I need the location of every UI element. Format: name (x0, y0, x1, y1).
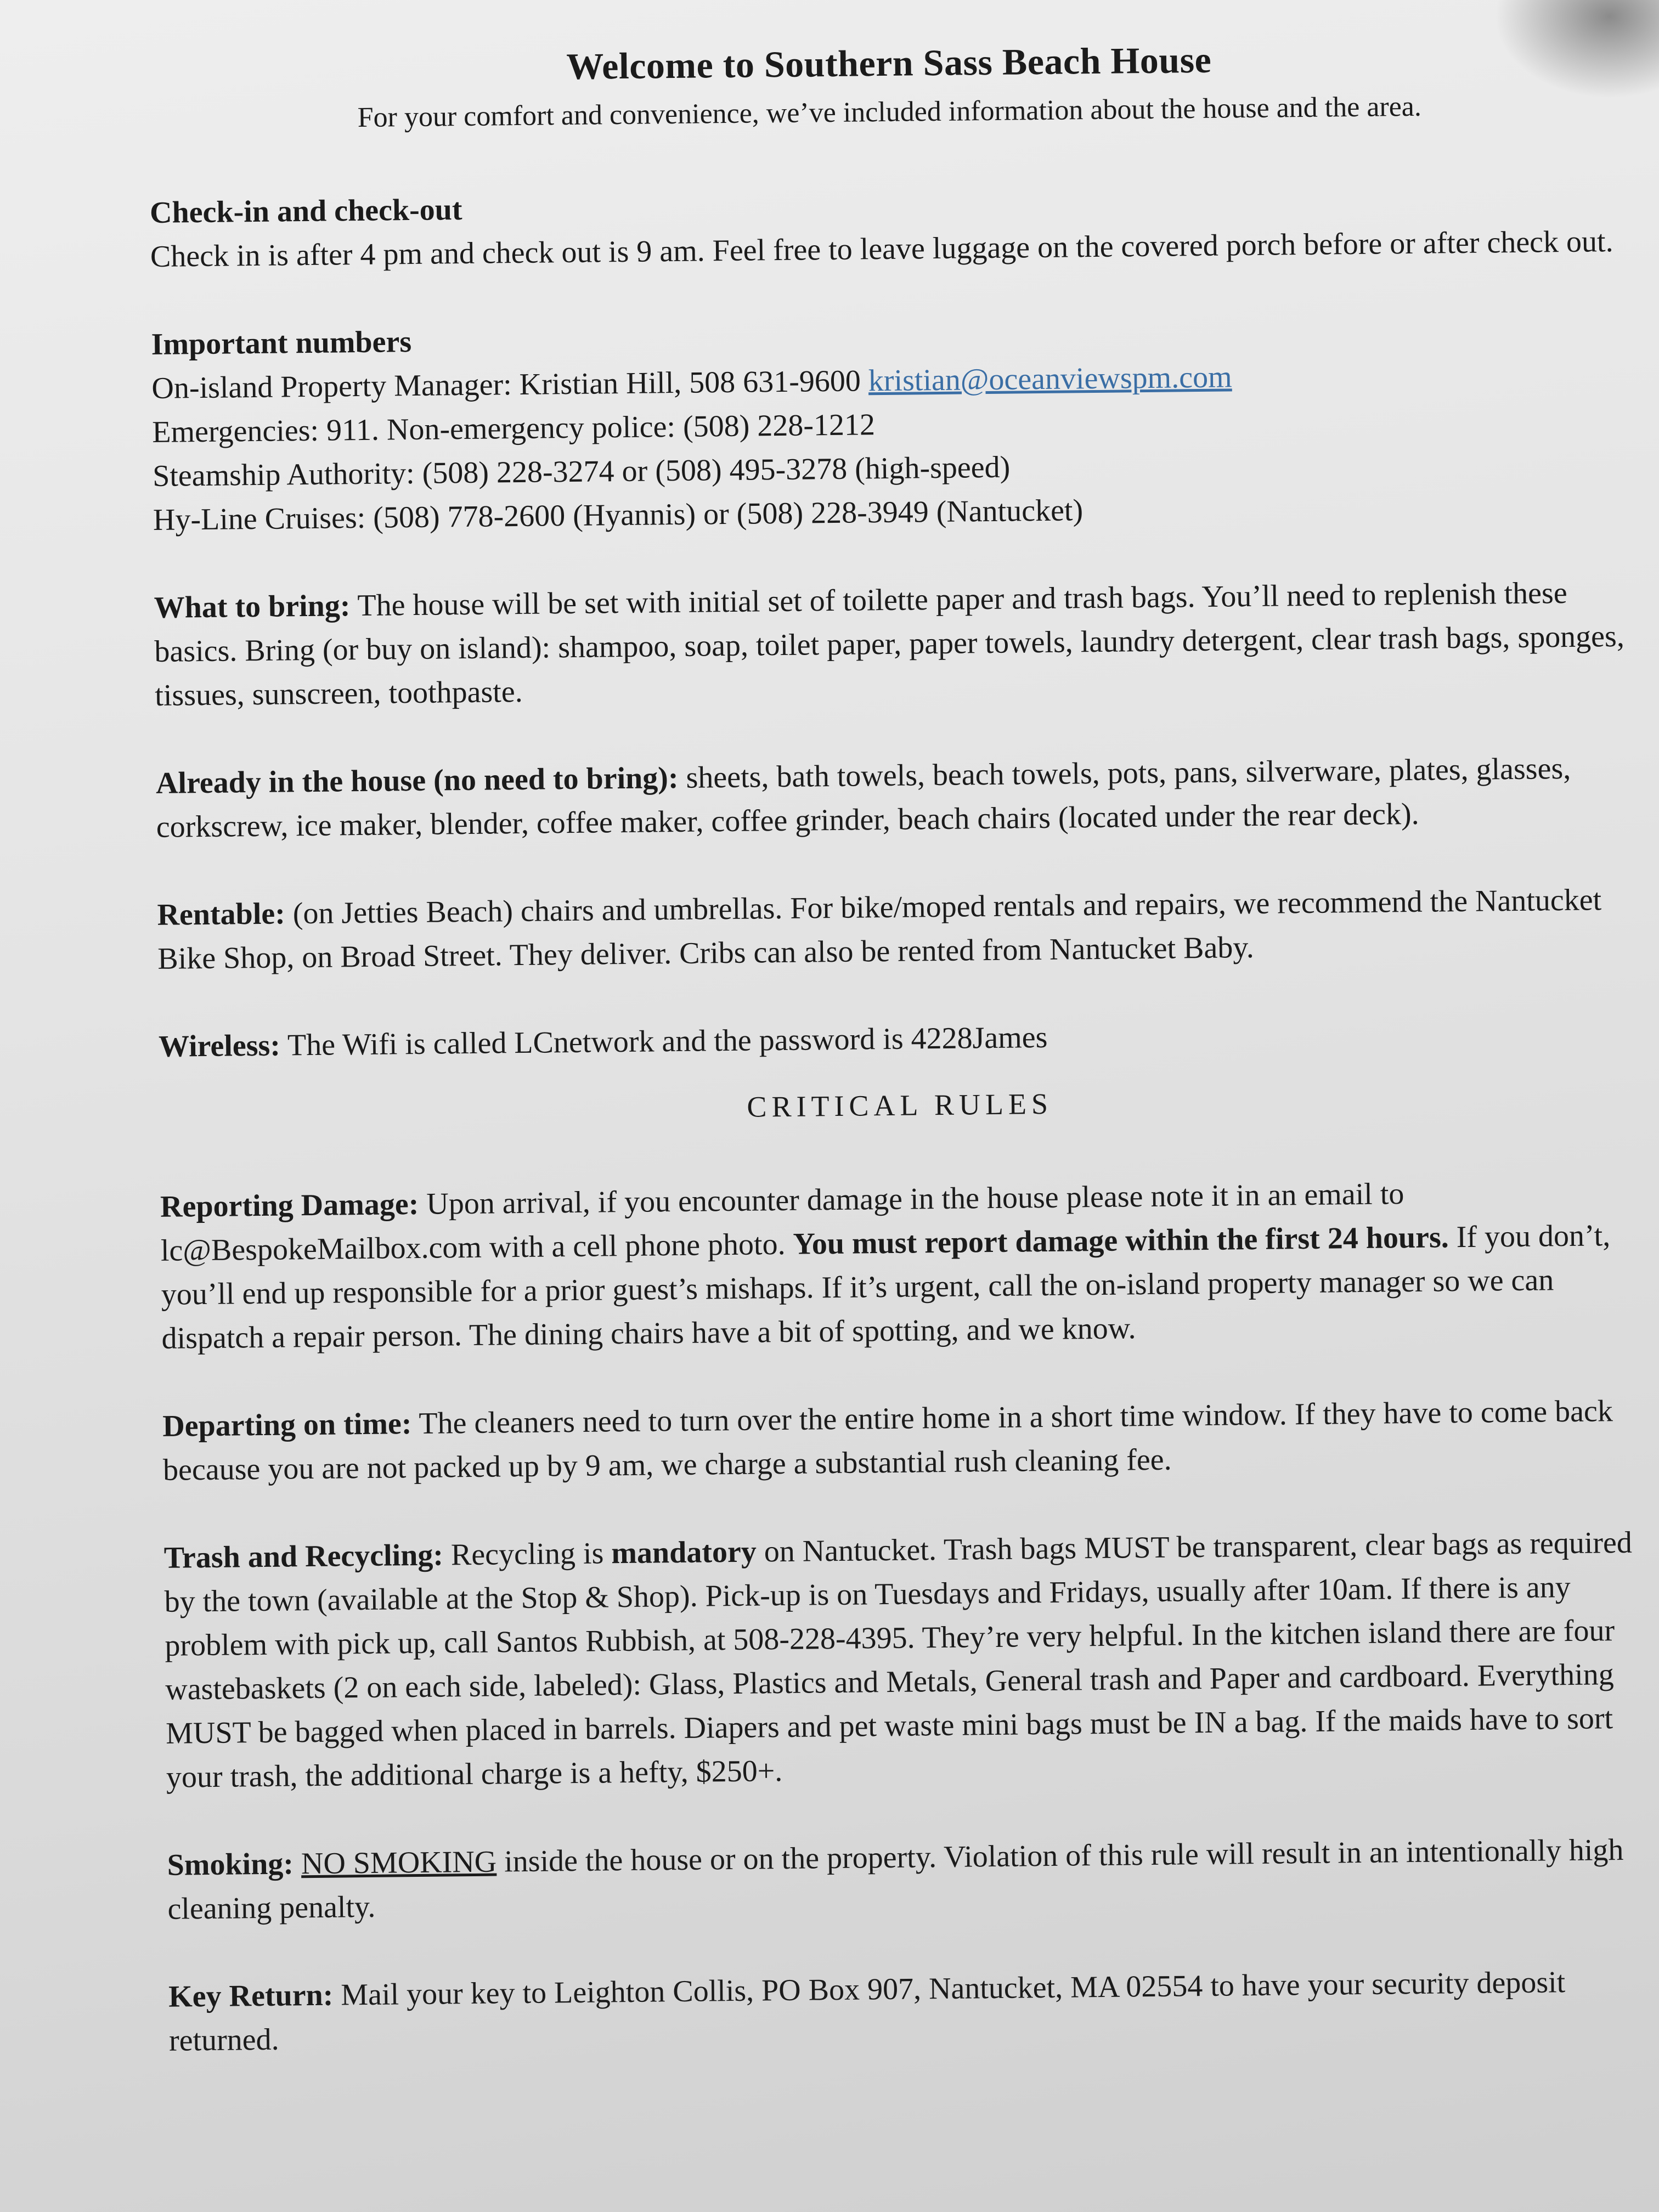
damage-bold-text: You must report damage within the first 24 hours. (793, 1220, 1449, 1261)
wireless-text: The Wifi is called LCnetwork and the password is 4228James (287, 1020, 1048, 1063)
key-text: Mail your key to Leighton Collis, PO Box 907, Nantucket, MA 02554 to have your security deposit returned. (168, 1965, 1566, 2058)
manager-email-link[interactable]: kristian@oceanviewspm.com (868, 360, 1232, 398)
page-subtitle: For your comfort and convenience, we’ve included information about the house and the area. (357, 91, 1422, 134)
trash-section (163, 1521, 1647, 1799)
emergencies-line: Emergencies: 911. Non-emergency police: (508) 228-1212 (151, 408, 876, 449)
trash-text-2: on Nantucket. Trash bags MUST be transparent, clear bags as required by the town (available at the Stop & Shop). Pick-up is on Tuesdays and Fridays, usually after 10am. If there is any problem with pick up, call Santos Rubbish, at 508-228-4395. They’re very helpful. In the kitchen island there are four wastebaskets (2 on each side, labeled): Glass, Plastics and Metals, General trash and Paper and cardboard. Everything MUST be bagged when placed in barrels. Diapers and pet waste mini bags must be IN a bag. If the maids have to sort your trash, the additional charge is a hefty, $250+. (164, 1525, 1633, 1795)
trash-text-1: Recycling is (450, 1536, 604, 1572)
critical-rules-heading: CRITICAL RULES (747, 1087, 1053, 1124)
key-section (168, 1960, 1651, 2063)
numbers-section (151, 307, 1634, 542)
checkin-text: Check in is after 4 pm and check out is 9 am. Feel free to leave luggage on the covered porch before or after check out. (150, 224, 1613, 274)
bring-heading: What to bring: (154, 589, 351, 625)
rentable-text: (on Jetties Beach) chairs and umbrellas. For bike/moped rentals and repairs, we recommend the Nantucket Bike Shop, on Broad Street. They deliver. Cribs can also be rented from Nantucket Baby. (157, 883, 1602, 976)
checkin-heading: Check-in and check-out (149, 193, 462, 230)
key-heading: Key Return: (168, 1978, 334, 2014)
departing-heading: Departing on time: (162, 1407, 412, 1443)
manager-text: On-island Property Manager: Kristian Hill, 508 631-9600 (151, 364, 861, 405)
damage-section (160, 1170, 1643, 1361)
smoking-section (167, 1828, 1649, 1931)
departing-section (162, 1389, 1645, 1492)
rentable-heading: Rentable: (157, 896, 286, 932)
already-text: sheets, bath towels, beach towels, pots, pans, silverware, plates, glasses, corkscrew, ice maker, blender, coffee maker, coffee grinder, beach chairs (located under the rear deck). (156, 751, 1571, 844)
smoking-heading: Smoking: (167, 1847, 294, 1882)
hyline-line: Hy-Line Cruises: (508) 778-2600 (Hyannis) or (508) 228-3949 (Nantucket) (153, 493, 1084, 537)
already-section (156, 746, 1638, 849)
numbers-heading: Important numbers (151, 325, 412, 362)
document-body (148, 34, 1651, 2107)
page-title: Welcome to Southern Sass Beach House (566, 38, 1212, 88)
damage-text-1: Upon arrival, if you encounter damage in the house please note it in an email to lc@BespokeMailbox.com with a cell phone photo. (160, 1177, 1404, 1268)
bring-text: The house will be set with initial set of toilette paper and trash bags. You’ll need to replenish these basics. Bring (or buy on island): shampoo, soap, toilet paper, paper towels, laundry detergent, clear trash bags, sponges, tissues, sunscreen, toothpaste. (154, 575, 1625, 713)
departing-text: The cleaners need to turn over the entire home in a short time window. If they have to come back because you are not packed up by 9 am, we charge a substantial rush cleaning fee. (162, 1394, 1613, 1487)
bring-section (154, 571, 1636, 718)
no-smoking-text: NO SMOKING (301, 1844, 497, 1881)
trash-heading: Trash and Recycling: (163, 1538, 444, 1575)
wireless-section (159, 1009, 1640, 1069)
damage-heading: Reporting Damage: (160, 1187, 419, 1224)
checkin-section (150, 176, 1632, 279)
already-heading: Already in the house (no need to bring): (155, 760, 679, 800)
smoking-text: inside the house or on the property. Violation of this rule will result in an intentionally high cleaning penalty. (167, 1833, 1624, 1926)
steamship-line: Steamship Authority: (508) 228-3274 or (508) 495-3278 (high-speed) (152, 450, 1011, 493)
rentable-section (157, 878, 1639, 981)
trash-bold-text: mandatory (611, 1534, 757, 1571)
damage-text-2: If you don’t, you’ll end up responsible for a prior guest’s mishaps. If it’s urgent, call the on-island property manager so we can dispatch a repair person. The dining chairs have a bit of spotting, and we know. (161, 1218, 1611, 1356)
wireless-heading: Wireless: (158, 1028, 281, 1064)
